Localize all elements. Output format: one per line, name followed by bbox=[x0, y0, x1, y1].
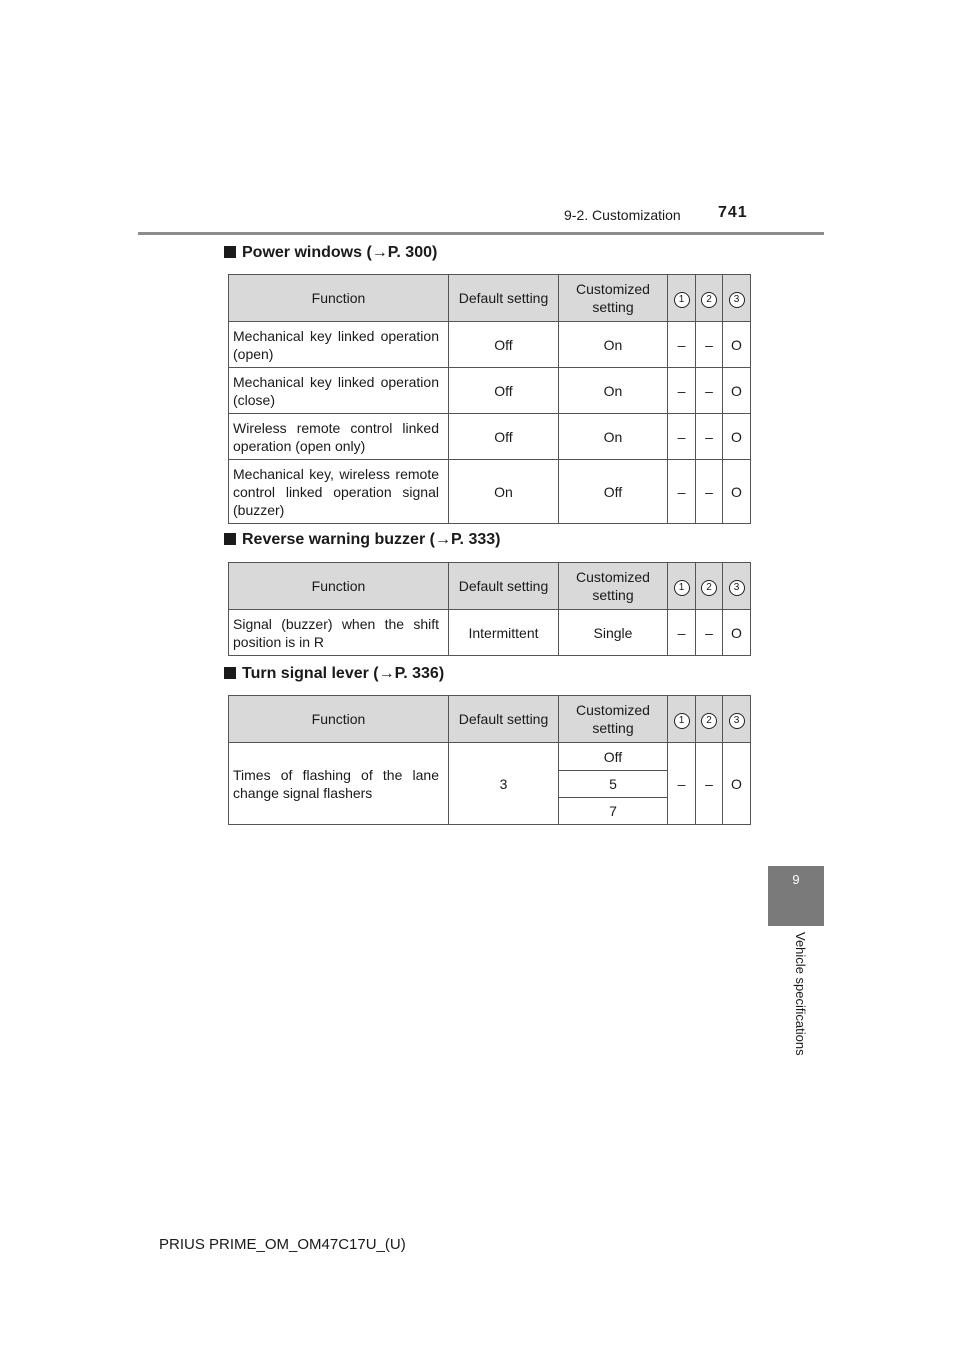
c2-cell: – bbox=[696, 610, 723, 656]
default-cell: 3 bbox=[449, 743, 559, 825]
default-cell: Intermittent bbox=[449, 610, 559, 656]
col-3 bbox=[723, 563, 751, 610]
chapter-number: 9 bbox=[792, 872, 800, 887]
page-number: 741 bbox=[718, 204, 748, 221]
function-cell: Times of flashing of the lane change signal flashers bbox=[229, 743, 449, 825]
customized-cell: Single bbox=[559, 610, 668, 656]
customized-cell: On bbox=[559, 414, 668, 460]
chapter-tab bbox=[768, 866, 824, 926]
c1-cell: – bbox=[668, 322, 696, 368]
col-1 bbox=[668, 563, 696, 610]
table-header-row bbox=[229, 275, 751, 322]
table-row bbox=[229, 743, 751, 771]
col-function: Function bbox=[229, 275, 449, 322]
default-cell: Off bbox=[449, 322, 559, 368]
c1-cell: – bbox=[668, 460, 696, 524]
table-row bbox=[229, 610, 751, 656]
col-2 bbox=[696, 275, 723, 322]
default-cell: On bbox=[449, 460, 559, 524]
c3-cell: O bbox=[723, 460, 751, 524]
col-default: Default setting bbox=[449, 275, 559, 322]
circled-1-icon: 1 bbox=[674, 292, 690, 308]
c3-cell: O bbox=[723, 743, 751, 825]
col-3 bbox=[723, 696, 751, 743]
heading-power-windows: Power windows (→P. 300) bbox=[224, 244, 437, 262]
table-row bbox=[229, 460, 751, 524]
customized-cell: Off bbox=[559, 460, 668, 524]
c1-cell: – bbox=[668, 610, 696, 656]
c2-cell: – bbox=[696, 414, 723, 460]
c2-cell: – bbox=[696, 368, 723, 414]
function-cell: Signal (buzzer) when the shift position is in R bbox=[229, 610, 449, 656]
col-3 bbox=[723, 275, 751, 322]
square-bullet-icon bbox=[224, 246, 236, 258]
col-function: Function bbox=[229, 563, 449, 610]
c2-cell: – bbox=[696, 322, 723, 368]
col-customized: Customized setting bbox=[559, 696, 668, 743]
circled-1-icon: 1 bbox=[674, 713, 690, 729]
c2-cell: – bbox=[696, 460, 723, 524]
customized-cell: On bbox=[559, 368, 668, 414]
function-cell: Mechanical key linked operation (open) bbox=[229, 322, 449, 368]
table-header-row bbox=[229, 563, 751, 610]
square-bullet-icon bbox=[224, 667, 236, 679]
customized-cell: On bbox=[559, 322, 668, 368]
table-header-row bbox=[229, 696, 751, 743]
c3-cell: O bbox=[723, 368, 751, 414]
table-row bbox=[229, 414, 751, 460]
c1-cell: – bbox=[668, 368, 696, 414]
c1-cell: – bbox=[668, 743, 696, 825]
circled-2-icon: 2 bbox=[701, 713, 717, 729]
circled-3-icon: 3 bbox=[729, 292, 745, 308]
circled-3-icon: 3 bbox=[729, 580, 745, 596]
table-row bbox=[229, 368, 751, 414]
function-cell: Mechanical key linked operation (close) bbox=[229, 368, 449, 414]
header-rule bbox=[138, 232, 824, 235]
col-function: Function bbox=[229, 696, 449, 743]
circled-2-icon: 2 bbox=[701, 580, 717, 596]
c3-cell: O bbox=[723, 322, 751, 368]
table-row bbox=[229, 322, 751, 368]
c3-cell: O bbox=[723, 414, 751, 460]
square-bullet-icon bbox=[224, 533, 236, 545]
heading-reverse-warning-buzzer: Reverse warning buzzer (→P. 333) bbox=[224, 531, 500, 549]
table-power-windows bbox=[228, 274, 751, 524]
document-code: PRIUS PRIME_OM_OM47C17U_(U) bbox=[159, 1236, 406, 1253]
c1-cell: – bbox=[668, 414, 696, 460]
circled-1-icon: 1 bbox=[674, 580, 690, 596]
col-customized: Customized setting bbox=[559, 275, 668, 322]
col-1 bbox=[668, 275, 696, 322]
c2-cell: – bbox=[696, 743, 723, 825]
col-2 bbox=[696, 696, 723, 743]
c3-cell: O bbox=[723, 610, 751, 656]
heading-turn-signal-lever: Turn signal lever (→P. 336) bbox=[224, 665, 444, 683]
section-title: 9-2. Customization bbox=[564, 207, 681, 223]
circled-3-icon: 3 bbox=[729, 713, 745, 729]
table-turn-signal-lever bbox=[228, 695, 751, 825]
col-2 bbox=[696, 563, 723, 610]
col-customized: Customized setting bbox=[559, 563, 668, 610]
circled-2-icon: 2 bbox=[701, 292, 717, 308]
customized-option-cell: 5 bbox=[559, 771, 668, 798]
function-cell: Wireless remote control linked operation (open only) bbox=[229, 414, 449, 460]
default-cell: Off bbox=[449, 368, 559, 414]
col-1 bbox=[668, 696, 696, 743]
table-reverse-warning-buzzer bbox=[228, 562, 751, 656]
customized-option-cell: Off bbox=[559, 743, 668, 771]
customized-option-cell: 7 bbox=[559, 798, 668, 825]
col-default: Default setting bbox=[449, 696, 559, 743]
col-default: Default setting bbox=[449, 563, 559, 610]
function-cell: Mechanical key, wireless remote control linked operation signal (buzzer) bbox=[229, 460, 449, 524]
default-cell: Off bbox=[449, 414, 559, 460]
chapter-label: Vehicle specifications bbox=[793, 932, 808, 1056]
